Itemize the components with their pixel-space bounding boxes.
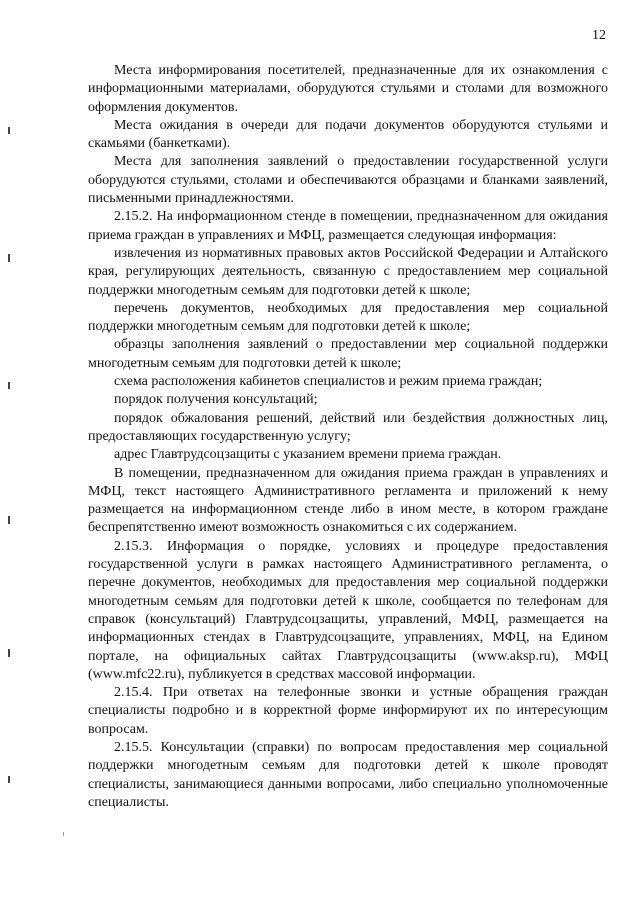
paragraph: 2.15.5. Консультации (справки) по вопросам предоставления мер социальной поддержки многодетным семьям для подготовки детей к школе проводят специалисты, занимающиеся данными вопросами, либо специально уполномоченные специалисты. <box>88 739 608 810</box>
list-item: перечень документов, необходимых для предоставления мер социальной поддержки многодетным семьям для подготовки детей к школе; <box>88 300 608 335</box>
scan-margin-mark <box>8 254 10 262</box>
scan-margin-mark <box>63 832 64 836</box>
scan-margin-mark <box>8 516 10 524</box>
list-item: порядок обжалования решений, действий или бездействия должностных лиц, предоставляющих государственную услугу; <box>88 410 608 444</box>
page-number: 12 <box>592 28 606 43</box>
list-item: извлечения из нормативных правовых актов Российской Федерации и Алтайского края, регулирующих деятельность, связанную с предоставлением мер социальной поддержки многодетным семьям для подготовки детей к школе; <box>88 245 608 298</box>
scan-margin-mark <box>8 649 10 657</box>
paragraph: 2.15.3. Информация о порядке, условиях и процедуре предоставления государственной услуги в рамках настоящего Административного регламента, о перечне документов, необходимых для предоставления мер социальной поддержки многодетным семьям для подготовки детей к школе, сообщается по телефонам для справок (консультаций) Главтрудсоцзащиты, управлений, МФЦ, размещается на информационных стендах в Главтрудсоцзащите, управлениях, МФЦ, на Едином портале, на официальных сайтах Главтрудсоцзащиты (www.aksp.ru), МФЦ (www.mfc22.ru), публикуется в средствах массовой информации. <box>88 538 608 682</box>
scan-margin-mark <box>8 382 10 389</box>
paragraph: Места информирования посетителей, предназначенные для их ознакомления с информационными материалами, оборудуются стульями и столами для возможного оформления документов. <box>88 63 608 115</box>
list-item: образцы заполнения заявлений о предоставлении мер социальной поддержки многодетным семьям для подготовки детей к школе; <box>88 337 608 371</box>
paragraph: В помещении, предназначенном для ожидания приема граждан в управлениях и МФЦ, текст настоящего Административного регламента и приложений к нему размещается на информационном стенде либо в ином месте, в котором граждане беспрепятственно имеют возможность ознакомиться с их содержанием. <box>88 465 608 536</box>
list-item: порядок получения консультаций; <box>114 392 318 408</box>
scan-margin-mark <box>8 776 10 783</box>
scan-margin-mark <box>8 127 10 134</box>
paragraph: Места ожидания в очереди для подачи документов оборудуются стульями и скамьями (банкетками). <box>88 117 608 152</box>
list-item: схема расположения кабинетов специалистов и режим приема граждан; <box>114 374 543 390</box>
paragraph: 2.15.4. При ответах на телефонные звонки и устные обращения граждан специалисты подробно и в корректной форме информируют их по интересующим вопросам. <box>88 685 608 737</box>
paragraph: Места для заполнения заявлений о предоставлении государственной услуги оборудуются стульями, столами и обеспечиваются образцами и бланками заявлений, письменными принадлежностями. <box>88 154 608 207</box>
document-body <box>88 62 608 812</box>
paragraph: 2.15.2. На информационном стенде в помещении, предназначенном для ожидания приема граждан в управлениях и МФЦ, размещается следующая информация: <box>88 209 608 243</box>
list-item: адрес Главтрудсоцзащиты с указанием времени приема граждан. <box>114 447 502 463</box>
